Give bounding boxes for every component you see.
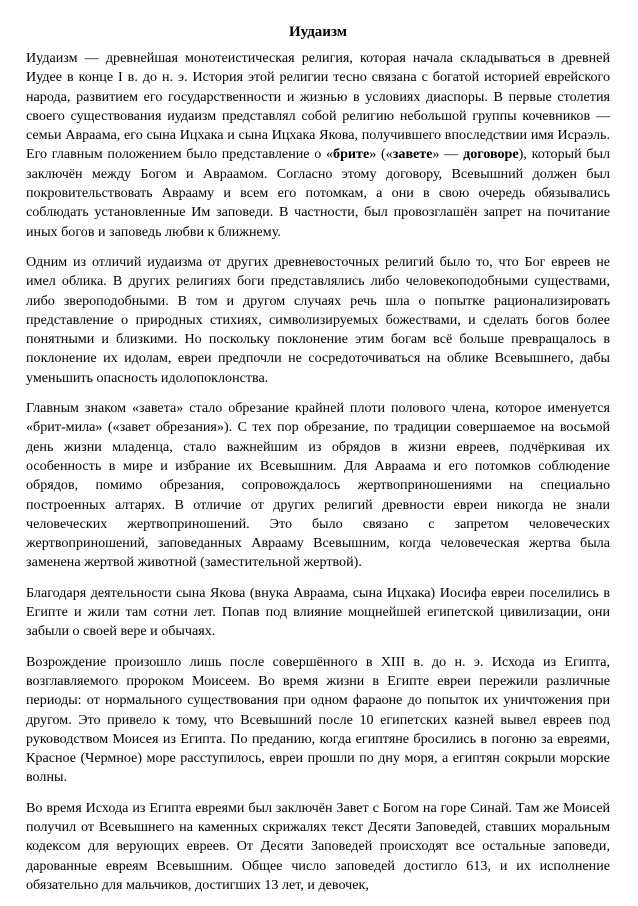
paragraph-1 <box>26 49 610 242</box>
term-zavet: завете <box>392 146 433 163</box>
paragraph-1-text-a: Иудаизм — древнейшая монотеистическая религия, которая начала складываться в древней Иудее в конце I в. до н. э. История этой религии тесно связана с богатой историей еврейского народа, развитием его государственности и жизнью в условиях диаспоры. В первые столетия своего существования иудаизм представлял собой религию небольшой группы кочевников — семьи Авраама, его сына Ицхака и сына Ицхака Якова, получившего впоследствии имя Исраэль. Его главным положением было представление о « <box>26 50 610 163</box>
paragraph-3: Главным знаком «завета» стало обрезание крайней плоти полового члена, которое именуется «брит-мила» («завет обрезания»). С тех пор обрезание, по традиции совершаемое на восьмой день жизни младенца, стало важнейшим из обрядов в жизни евреев, подчёркивая их особенность в мире и избрание их Всевышним. Для Авраама и его потомков соблюдение обрядов, помимо обрезания, сопровождалось жертвоприношениями на специально построенных алтарях. В отличие от других религий древности евреи никогда не знали человеческих жертвоприношений. Это было связано с запретом человеческих жертвоприношений, заповеданных Аврааму Всевышним, когда человеческая жертва была заменена жертвой животной (заместительной жертвой). <box>26 400 610 571</box>
paragraph-1-text-d: » — <box>432 146 464 163</box>
term-brit: брите <box>333 146 370 163</box>
paragraph-2: Одним из отличий иудаизма от других древневосточных религий было то, что Бог евреев не имел облика. В других религиях боги представлялись либо человекоподобными существами, либо звероподобными. В том и другом случаях речь шла о попытке рационализировать представление о природных стихиях, символизируемых божествами, и сделать богов более понятными и близкими. Но поскольку поклонение этим богам всё больше превращалось в поклонение их идолам, евреи предпочли не сосредоточиваться на облике Всевышнего, дабы уменьшить опасность идолопоклонства. <box>26 253 610 386</box>
paragraph-4: Благодаря деятельности сына Якова (внука Авраама, сына Ицхака) Иосифа евреи поселились в Египте и жили там сотни лет. Попав под влияние мощнейшей египетской цивилизации, они забыли о своей вере и обычаях. <box>26 584 610 640</box>
paragraph-6: Во время Исхода из Египта евреями был заключён Завет с Богом на горе Синай. Там же Моисей получил от Всевышнего на каменных скрижалях текст Десяти Заповедей, ставших моральным кодексом для верующих евреев. От Десяти Заповедей происходят все остальные заповеди, дарованные евреям Всевышним. Общее число заповедей достигло 613, и их исполнение обязательно для мальчиков, достигших 13 лет, и девочек, <box>26 799 610 893</box>
document-title: Иудаизм <box>289 24 347 40</box>
document-page <box>26 22 610 906</box>
paragraph-1-text-c: » (« <box>369 146 393 163</box>
term-dogovor: договоре <box>463 146 519 163</box>
paragraph-5: Возрождение произошло лишь после совершённого в XIII в. до н. э. Исхода из Египта, возглавляемого пророком Моисеем. Во время жизни в Египте евреи пережили различные периоды: от нормального существования при одном фараоне до попыток их уничтожения при другом. Это привело к тому, что Всевышний после 10 египетских казней вывел евреев под руководством Моисея из Египта. По преданию, когда египтяне бросились в погоню за евреями, Красное (Чермное) море расступилось, евреи прошли по дну моря, а египтян сокрыли морские волны. <box>26 653 610 786</box>
paragraph-1-text-e: ), который был заключён между Богом и Авраамом. Согласно этому договору, Всевышний должен был покровительствовать Аврааму и всем его потомкам, а они в свою очередь обязывались соблюдать установленные Им заповеди. В частности, был провозглашён запрет на почитание иных богов и заповедь любви к ближнему. <box>26 146 611 240</box>
